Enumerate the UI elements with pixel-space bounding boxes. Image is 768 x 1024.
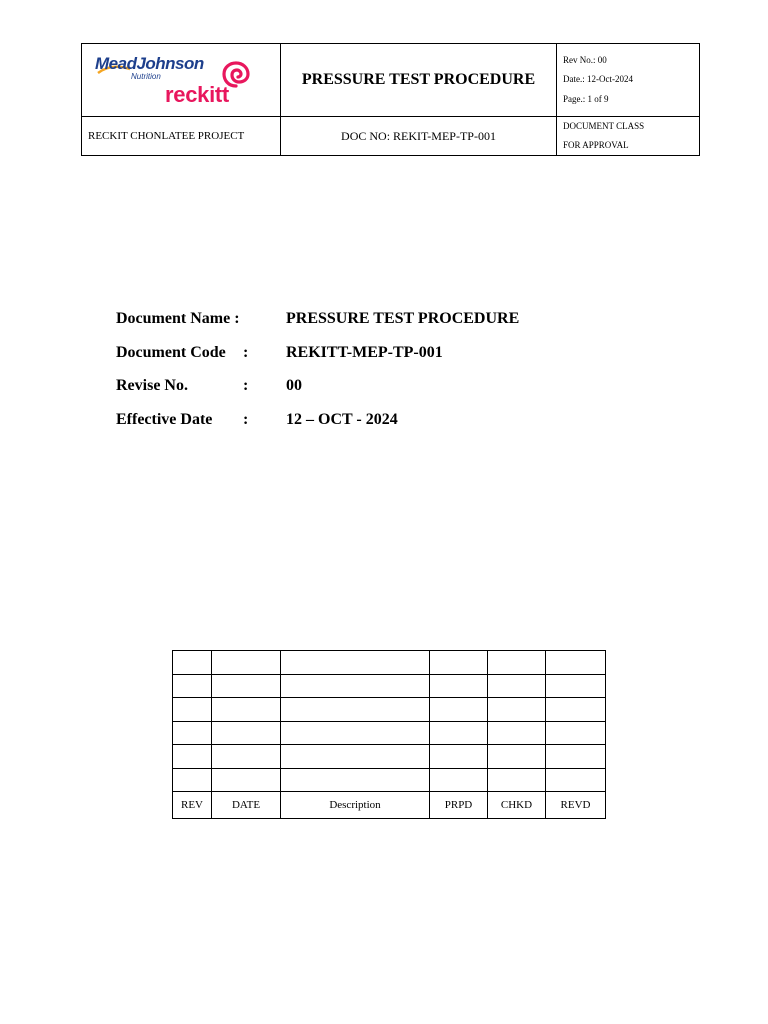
table-cell	[212, 674, 281, 698]
table-cell	[281, 745, 430, 769]
table-cell	[281, 721, 430, 745]
table-cell	[212, 651, 281, 675]
table-cell	[546, 721, 606, 745]
table-cell	[173, 698, 212, 722]
table-cell	[281, 651, 430, 675]
column-header-revd: REVD	[546, 792, 606, 819]
info-label: Document Code	[116, 343, 226, 361]
reckitt-wordmark: reckitt	[165, 82, 229, 107]
table-cell	[430, 721, 488, 745]
column-header-prpd: PRPD	[430, 792, 488, 819]
column-header-description: Description	[281, 792, 430, 819]
doc-class-label: DOCUMENT CLASS	[563, 121, 645, 131]
info-label: Effective Date	[116, 410, 213, 428]
logo-cell	[82, 44, 281, 117]
nutrition-wordmark: Nutrition	[131, 72, 161, 81]
table-cell	[488, 721, 546, 745]
table-cell	[173, 651, 212, 675]
doc-class-value: FOR APPROVAL	[563, 140, 629, 150]
info-value: 00	[286, 377, 302, 394]
table-cell	[488, 768, 546, 792]
column-header-chkd: CHKD	[488, 792, 546, 819]
doc-number: DOC NO: REKIT-MEP-TP-001	[281, 117, 557, 156]
table-row	[173, 745, 606, 769]
table-cell	[546, 674, 606, 698]
rev-date: Date.: 12-Oct-2024	[563, 74, 633, 85]
table-cell	[281, 698, 430, 722]
table-cell	[430, 651, 488, 675]
info-label: Document Name :	[116, 310, 240, 327]
info-value: PRESSURE TEST PROCEDURE	[286, 310, 520, 327]
table-cell	[430, 674, 488, 698]
table-row	[173, 698, 606, 722]
table-cell	[546, 768, 606, 792]
project-name: RECKIT CHONLATEE PROJECT	[82, 117, 281, 156]
info-colon: :	[243, 343, 249, 361]
table-cell	[212, 721, 281, 745]
table-cell	[488, 745, 546, 769]
info-value: REKITT-MEP-TP-001	[286, 343, 443, 361]
table-cell	[173, 768, 212, 792]
rev-no: Rev No.: 00	[563, 54, 607, 65]
column-header-rev: REV	[173, 792, 212, 819]
document-title: PRESSURE TEST PROCEDURE	[281, 44, 557, 117]
table-row	[173, 674, 606, 698]
table-row	[173, 721, 606, 745]
table-cell	[546, 698, 606, 722]
table-cell	[173, 721, 212, 745]
revision-table	[172, 650, 606, 819]
table-cell	[173, 674, 212, 698]
table-cell	[212, 768, 281, 792]
table-cell	[546, 745, 606, 769]
page-number: Page.: 1 of 9	[563, 93, 609, 104]
table-cell	[488, 651, 546, 675]
table-cell	[212, 698, 281, 722]
info-label: Revise No.	[116, 377, 188, 394]
table-row	[173, 768, 606, 792]
table-cell	[488, 698, 546, 722]
info-colon: :	[243, 410, 249, 428]
table-cell	[488, 674, 546, 698]
table-cell	[546, 651, 606, 675]
document-class	[557, 117, 700, 156]
table-cell	[430, 698, 488, 722]
table-cell	[430, 768, 488, 792]
table-cell	[430, 745, 488, 769]
info-value: 12 – OCT - 2024	[286, 410, 398, 428]
revision-table-header	[173, 792, 606, 819]
info-colon: :	[243, 377, 249, 394]
table-cell	[281, 674, 430, 698]
meadjohnson-wordmark: MeadJohnson	[95, 54, 204, 73]
table-cell	[173, 745, 212, 769]
table-cell	[281, 768, 430, 792]
revision-info	[557, 44, 700, 117]
column-header-date: DATE	[212, 792, 281, 819]
table-cell	[212, 745, 281, 769]
table-row	[173, 651, 606, 675]
document-header	[81, 43, 700, 156]
